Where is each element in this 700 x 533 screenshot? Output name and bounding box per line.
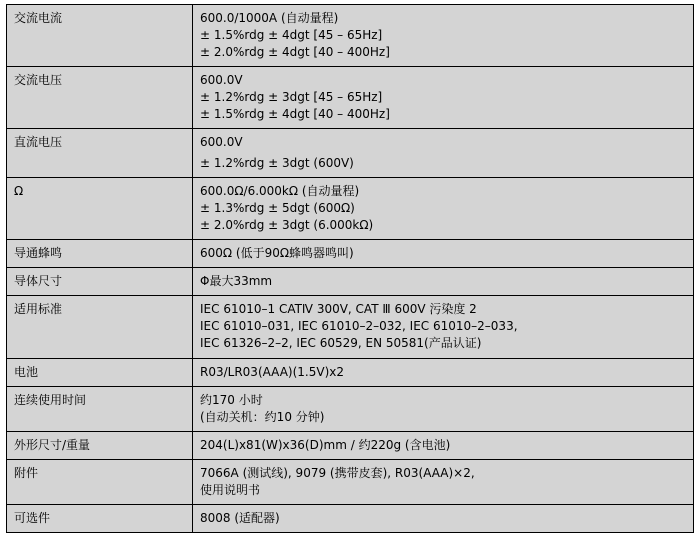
row-label: 导体尺寸 [7, 268, 193, 296]
value-line: ± 2.0%rdg ± 4dgt [40 – 400Hz] [200, 45, 390, 60]
row-value [193, 431, 694, 459]
value-line: 600Ω (低于90Ω蜂鸣器鸣叫) [200, 246, 354, 261]
table-row [7, 459, 694, 504]
row-label: 直流电压 [7, 129, 193, 178]
value-line: ± 2.0%rdg ± 3dgt (6.000kΩ) [200, 218, 374, 233]
value-line: 600.0/1000A (自动量程) [200, 11, 339, 25]
value-line: ± 1.5%rdg ± 4dgt [40 – 400Hz] [200, 107, 390, 122]
row-value [193, 240, 694, 268]
value-line: IEC 61010–031, IEC 61010–2–032, IEC 61010–2–033, [200, 319, 518, 334]
row-label: 交流电压 [7, 67, 193, 129]
value-line: (自动关机：约10 分钟) [200, 409, 325, 424]
row-label: 可选件 [7, 504, 193, 532]
row-label: 导通蜂鸣 [7, 240, 193, 268]
row-label: 连续使用时间 [7, 386, 193, 431]
row-value [193, 5, 694, 67]
table-row [7, 5, 694, 67]
value-line: ± 1.3%rdg ± 5dgt (600Ω) [200, 201, 355, 216]
value-line: 600.0V [200, 135, 243, 150]
row-label: 电池 [7, 358, 193, 386]
value-line: R03/LR03(AAA)(1.5V)x2 [200, 364, 344, 379]
row-value [193, 504, 694, 532]
value-line: ± 1.5%rdg ± 4dgt [45 – 65Hz] [200, 28, 383, 43]
value-line: 600.0Ω/6.000kΩ (自动量程) [200, 184, 360, 199]
row-value [193, 459, 694, 504]
row-value [193, 296, 694, 358]
table-row [7, 240, 694, 268]
row-value [193, 386, 694, 431]
value-line: ± 1.2%rdg ± 3dgt [45 – 65Hz] [200, 90, 383, 105]
row-value [193, 67, 694, 129]
value-line: 约170 小时 [200, 392, 263, 407]
value-line: 204(L)x81(W)x36(D)mm / 约220g (含电池) [200, 437, 451, 452]
value-line: ± 1.2%rdg ± 3dgt (600V) [200, 156, 354, 171]
value-line: Φ最大33mm [200, 274, 273, 289]
table-row [7, 504, 694, 532]
row-value [193, 268, 694, 296]
row-label: 附件 [7, 459, 193, 504]
value-line: 8008 (适配器) [200, 510, 280, 525]
table-row [7, 268, 694, 296]
value-line: 7066A (测试线), 9079 (携带皮套), R03(AAA)×2, [200, 465, 475, 480]
value-line: IEC 61010–1 CATⅣ 300V, CAT Ⅲ 600V 污染度 2 [200, 302, 477, 317]
specifications-table-body [7, 5, 694, 533]
table-row [7, 386, 694, 431]
row-value [193, 358, 694, 386]
row-label: Ω [7, 178, 193, 240]
table-row [7, 67, 694, 129]
row-label: 外形尺寸/重量 [7, 431, 193, 459]
table-row [7, 178, 694, 240]
table-row [7, 431, 694, 459]
value-line: 600.0V [200, 73, 243, 88]
value-line: IEC 61326–2–2, IEC 60529, EN 50581(产品认证) [200, 336, 482, 351]
row-value [193, 129, 694, 178]
specifications-table [6, 4, 694, 533]
table-row [7, 358, 694, 386]
row-value [193, 178, 694, 240]
row-label: 交流电流 [7, 5, 193, 67]
row-label: 适用标准 [7, 296, 193, 358]
value-line: 使用说明书 [200, 482, 261, 497]
table-row [7, 129, 694, 178]
table-row [7, 296, 694, 358]
